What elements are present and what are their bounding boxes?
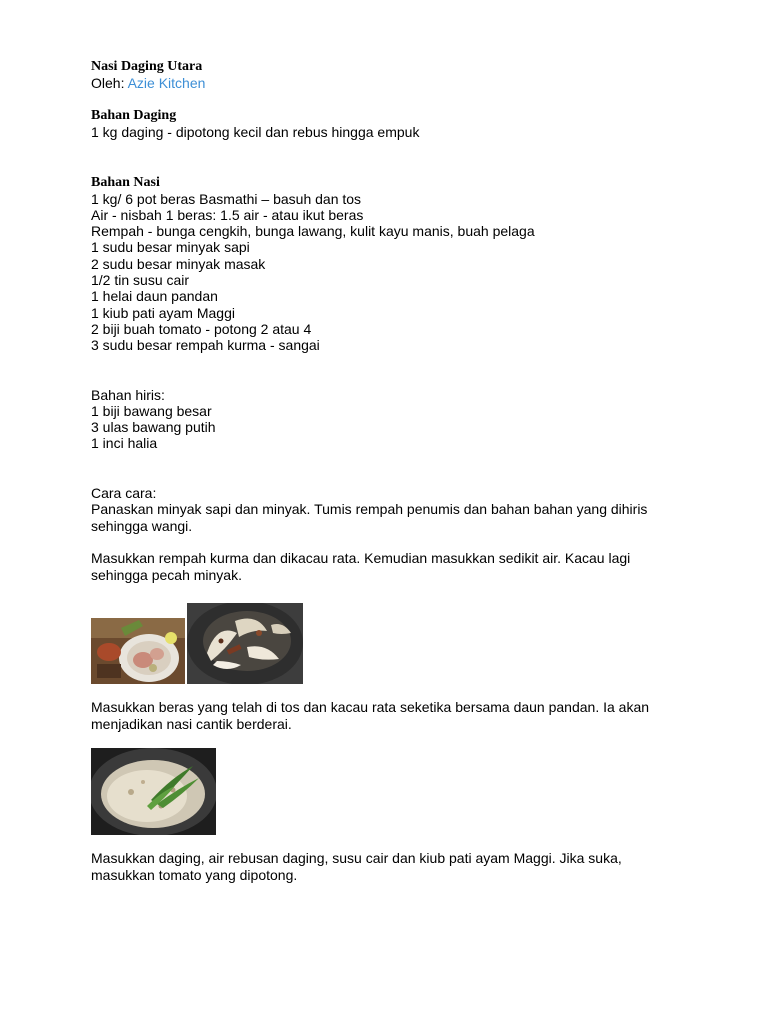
bahan-daging-item: 1 kg daging - dipotong kecil dan rebus hingga empuk <box>91 124 420 141</box>
bahan-nasi-item: 2 sudu besar minyak masak <box>91 255 266 272</box>
bahan-nasi-item: 1 kiub pati ayam Maggi <box>91 304 235 321</box>
bahan-hiris-item: 1 inci halia <box>91 435 158 452</box>
step-2-photos <box>91 603 711 684</box>
bahan-nasi-item: Air - nisbah 1 beras: 1.5 air - atau ikut beras <box>91 206 364 223</box>
bahan-hiris-heading: Bahan hiris: <box>91 386 165 403</box>
bahan-nasi-item: 1 sudu besar minyak sapi <box>91 239 250 256</box>
ingredients-photo <box>91 618 185 684</box>
recipe-document <box>91 58 711 883</box>
step-1-text: Panaskan minyak sapi dan minyak. Tumis rempah penumis dan bahan bahan yang dihiris sehingga wangi. <box>91 501 648 534</box>
bahan-nasi-heading: Bahan Nasi <box>91 174 160 190</box>
step-3-text: Masukkan beras yang telah di tos dan kacau rata seketika bersama daun pandan. Ia akan menjadikan nasi cantik berderai. <box>91 699 650 732</box>
cara-heading: Cara cara: <box>91 484 157 501</box>
bahan-hiris-item: 1 biji bawang besar <box>91 402 212 419</box>
tumis-photo <box>187 603 303 684</box>
bahan-nasi-item: Rempah - bunga cengkih, bunga lawang, kulit kayu manis, buah pelaga <box>91 223 535 240</box>
bahan-hiris-item: 3 ulas bawang putih <box>91 419 216 436</box>
step-2-text: Masukkan rempah kurma dan dikacau rata. Kemudian masukkan sedikit air. Kacau lagi sehingga pecah minyak. <box>91 550 631 583</box>
bahan-nasi-item: 2 biji buah tomato - potong 2 atau 4 <box>91 320 312 337</box>
bahan-nasi-item: 1/2 tin susu cair <box>91 272 190 289</box>
beras-photo <box>91 748 216 835</box>
author-line <box>91 75 711 91</box>
author-prefix: Oleh: <box>91 75 128 91</box>
bahan-nasi-item: 1 helai daun pandan <box>91 288 218 305</box>
recipe-title: Nasi Daging Utara <box>91 59 203 74</box>
bahan-daging-heading: Bahan Daging <box>91 108 177 124</box>
bahan-nasi-item: 1 kg/ 6 pot beras Basmathi – basuh dan tos <box>91 190 362 207</box>
step-4-text: Masukkan daging, air rebusan daging, susu cair dan kiub pati ayam Maggi. Jika suka, masukkan tomato yang dipotong. <box>91 850 622 883</box>
bahan-nasi-item: 3 sudu besar rempah kurma - sangai <box>91 337 320 354</box>
author-link[interactable]: Azie Kitchen <box>127 75 206 91</box>
